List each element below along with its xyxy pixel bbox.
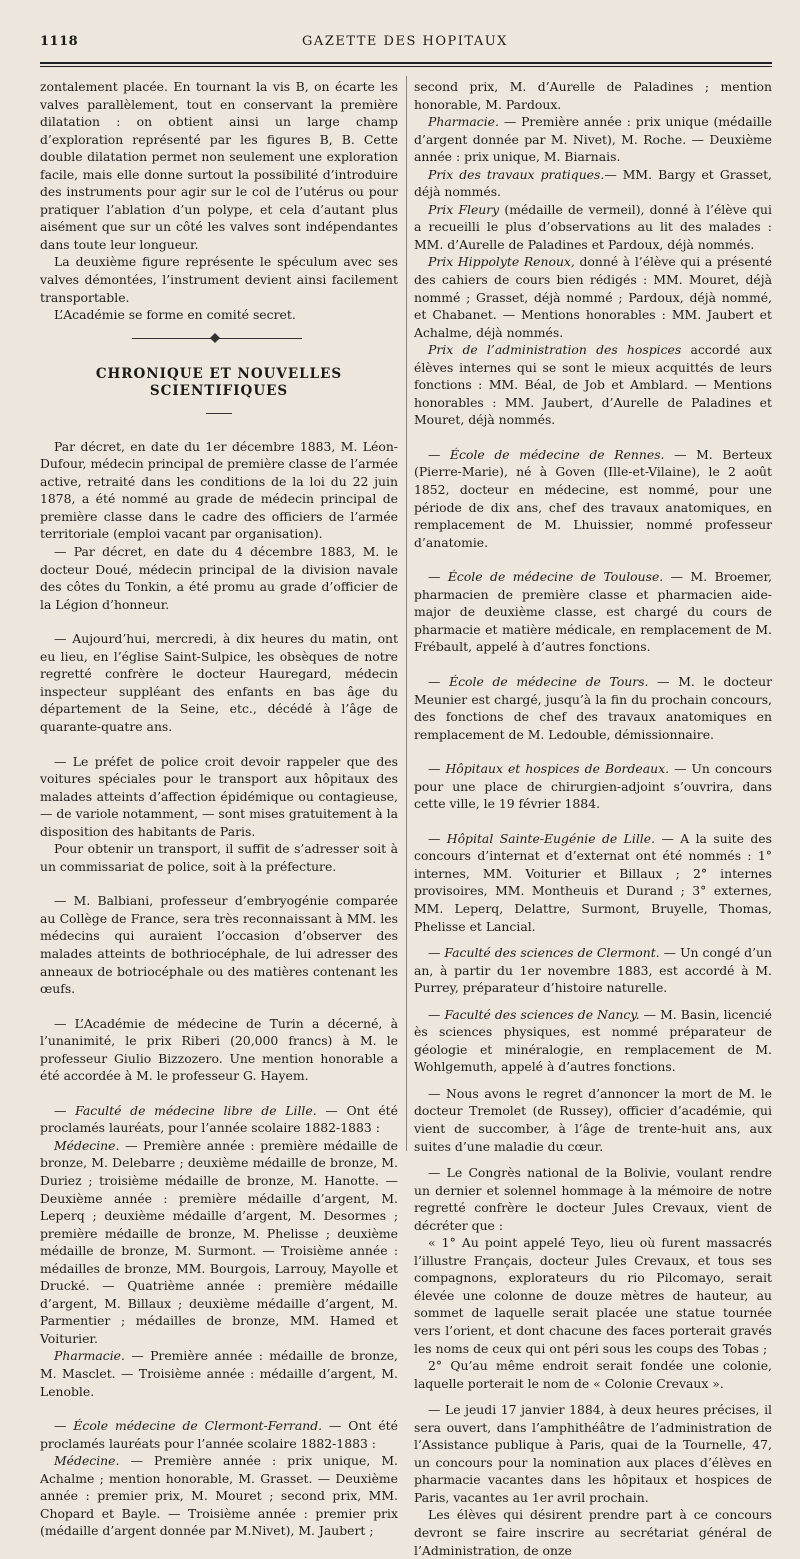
paragraph: [414, 201, 772, 254]
news-item: — Aujourd’hui, mercredi, à dix heures du matin, ont eu lieu, en l’église Saint-Sulpice, les obsèques de notre regretté confrère le docteur Hauregard, médecin inspecteur suppléant des enfants en bas âge du département de la Seine, etc., décédé à l’âge de quarante-quatre ans.: [40, 631, 398, 734]
news-item: — École médecine de Clermont-Ferrand. — Ont été proclamés lauréats pour l’année scolaire 1882-1883 :: [40, 1418, 398, 1451]
news-item: — École de médecine de Tours. — M. le docteur Meunier est chargé, jusqu’à la fin du prochain concours, des fonctions de chef des travaux anatomiques en remplacement de M. Ledouble, démissionnaire.: [414, 673, 772, 742]
paragraph: [414, 341, 772, 429]
item-heading: Hôpital Sainte-Eugénie de Lille.: [446, 830, 656, 846]
left-column: [40, 78, 398, 1540]
news-item: [40, 1137, 398, 1348]
news-item: — Hôpital Sainte-Eugénie de Lille. — A la suite des concours d’internat et d’externat ont été nommés : 1° internes, MM. Voiturier et Billaux ; 2° internes provisoires, MM. Montheuis et Durand ; 3° externes, MM. Leperq, Delattre, Surmont, Bruyelle, Thomas, Phelisse et Lancial.: [414, 830, 772, 934]
paragraph: L’Académie se forme en comité secret.: [54, 307, 296, 323]
news-item: — Hôpitaux et hospices de Bordeaux. — Un concours pour une place de chirurgien-adjoint s’ouvrira, dans cette ville, le 19 février 1884.: [414, 761, 772, 812]
item-label: Prix Hippolyte Renoux,: [428, 254, 575, 270]
item-text: — M. Berteux (Pierre-Marie), né à Goven (Ille-et-Vilaine), le 2 août 1852, docteur en médecine, est nommé, pour une période de dix ans, chef des travaux anatomiques, en remplacement de M. Lhuissier, nommé professeur d’anatomie.: [414, 446, 772, 550]
news-item: Pour obtenir un transport, il suffit de s’adresser soit à un commissariat de police, soit à la préfecture.: [40, 841, 398, 874]
item-text: — Première année : prix unique, M. Achalme ; mention honorable, M. Grasset. — Deuxième année : premier prix, M. Mouret ; second prix, MM. Chopard et Bayle. — Troisième année : premier prix (médaille d’argent donnée par M.Nivet), M. Jaubert ;: [40, 1453, 398, 1539]
paragraph: [414, 113, 772, 166]
news-item: — M. Balbiani, professeur d’embryogénie comparée au Collège de France, sera très reconnaissant à MM. les médecins qui auraient l’occasion d’observer des malades atteints de bothriocéphale, de lui adresser des anneaux de botriocéphale ou des matières contenant les œufs.: [40, 893, 398, 997]
news-item: — Faculté des sciences de Clermont. — Un congé d’un an, à partir du 1er novembre 1883, est accordé à M. Purrey, préparateur d’histoire naturelle.: [414, 945, 772, 996]
item-heading: École de médecine de Toulouse.: [447, 569, 664, 585]
item-text: — M. Broemer, pharmacien de première classe et pharmacien aide-major de deuxième classe, est chargé du cours de pharmacie et matière médicale, en remplacement de M. Frébault, appelé à d’autres fonctions.: [414, 569, 772, 655]
item-text: — M. Basin, licencié ès sciences physiques, est nommé préparateur de géologie et minéralogie, en remplacement de M. Wohlgemuth, appelé à d’autres fonctions.: [414, 1006, 772, 1075]
section-title: CHRONIQUE ET NOUVELLES SCIENTIFIQUES: [95, 365, 343, 400]
item-text: — Première année : première médaille de bronze, M. Delebarre ; deuxième médaille de bronze, M. Duriez ; troisième médaille de bronze, M. Hanotte. — Deuxième année : première médaille d’argent, M. Leperq ; deuxième médaille d’argent, M. Desormes ; première médaille de bronze, M. Phelisse ; deuxième médaille de bronze, M. Surmont. — Troisième année : médailles de bronze, MM. Bourgois, Larrouy, Mayolle et Drucké. — Quatrième année : première médaille d’argent, M. Billaux ; deuxième médaille d’argent, M. Parmentier ; médailles de bronze, MM. Hamed et Voiturier.: [40, 1137, 398, 1346]
item-text: — M. le docteur Meunier est chargé, jusqu’à la fin du prochain concours, des fonctions de chef des travaux anatomiques en remplacement de M. Ledouble, démissionnaire.: [414, 673, 772, 742]
section-ornament: [40, 324, 398, 352]
news-item: [40, 1347, 398, 1400]
item-heading: Hôpitaux et hospices de Bordeaux.: [445, 761, 670, 777]
item-heading: École de médecine de Tours.: [449, 673, 649, 689]
quoted-decree: 2° Qu’au même endroit serait fondée une colonie, laquelle porterait le nom de « Colonie Crevaux ».: [414, 1358, 772, 1391]
item-text: — Ont été proclamés lauréats pour l’année scolaire 1882-1883 :: [40, 1418, 398, 1451]
news-item: — École de médecine de Rennes. — M. Berteux (Pierre-Marie), né à Goven (Ille-et-Vilaine), le 2 août 1852, docteur en médecine, est nommé, pour une période de dix ans, chef des travaux anatomiques, en remplacement de M. Lhuissier, nommé professeur d’anatomie.: [414, 446, 772, 550]
page-header: [40, 34, 770, 58]
news-item: Les élèves qui désirent prendre part à ce concours devront se faire inscrire au secrétariat général de l’Administration, de onze: [414, 1507, 772, 1558]
header-rule-thin: [40, 66, 772, 67]
item-text: — Un congé d’un an, à partir du 1er novembre 1883, est accordé à M. Purrey, préparateur d’histoire naturelle.: [414, 945, 772, 996]
item-label: Prix de l’administration des hospices: [428, 342, 682, 358]
item-text: — Ont été proclamés lauréats, pour l’année scolaire 1882-1883 :: [40, 1102, 398, 1136]
item-label: Prix des travaux pratiques.: [428, 166, 605, 182]
paragraph: second prix, M. d’Aurelle de Paladines ; mention honorable, M. Pardoux.: [414, 79, 772, 112]
quoted-decree: « 1° Au point appelé Teyo, lieu où furent massacrés l’illustre Français, docteur Jules Crevaux, et tous ses compagnons, explorateurs du rio Pilcomayo, serait élevée une colonne de douze mètres de hauteur, au sommet de laquelle serait placée une statue tournée vers l’orient, et dont chacune des faces porterait gravés les noms de ceux qui ont péri sous les coups des Tobas ;: [414, 1235, 772, 1356]
news-item: Par décret, en date du 1er décembre 1883, M. Léon-Dufour, médecin principal de première classe de l’armée active, retraité dans les conditions de la loi du 22 juin 1878, a été nommé au grade de médecin principal de première classe dans le cadre des officiers de l’armée territoriale (emploi vacant par organisation).: [40, 438, 398, 542]
right-column: [414, 78, 772, 1559]
news-item: — Le préfet de police croit devoir rappeler que des voitures spéciales pour le transport aux hôpitaux des malades atteints d’affection épidémique ou contagieuse, — de variole notamment, — sont mises gratuitement à la disposition des habitants de Paris.: [40, 753, 398, 839]
page-number: 1118: [40, 34, 79, 49]
news-item: — Faculté des sciences de Nancy. — M. Basin, licencié ès sciences physiques, est nommé préparateur de géologie et minéralogie, en remplacement de M. Wohlgemuth, appelé à d’autres fonctions.: [414, 1006, 772, 1075]
news-item: — Faculté de médecine libre de Lille. — Ont été proclamés lauréats, pour l’année scolaire 1882-1883 :: [40, 1102, 398, 1136]
item-heading: Faculté des sciences de Clermont.: [444, 945, 660, 961]
item-text: — MM. Bargy et Grasset, déjà nommés.: [414, 166, 772, 200]
item-heading: Faculté de médecine libre de Lille.: [75, 1102, 317, 1118]
news-item: — Nous avons le regret d’annoncer la mort de M. le docteur Tremolet (de Russey), officier d’académie, qui vient de succomber, à l’âge de trente-huit ans, aux suites d’une maladie du cœur.: [414, 1085, 772, 1154]
news-item: [40, 1452, 398, 1540]
item-label: Médecine.: [54, 1453, 120, 1469]
item-text: — A la suite des concours d’internat et d’externat ont été nommés : 1° internes, MM. Voiturier et Billaux ; 2° internes provisoires, MM. Montheuis et Durand ; 3° externes, MM. Leperq, Delattre, Surmont, Bruyelle, Thomas, Phelisse et Lancial.: [414, 830, 772, 934]
paragraph: [414, 166, 772, 201]
item-text: — Première année : prix unique (médaille d’argent donnée par M. Nivet), M. Roche. — Deuxième année : prix unique, M. Biarnais.: [414, 114, 772, 165]
paragraph: zontalement placée. En tournant la vis B, on écarte les valves parallèlement, tout en conservant la première dilatation : on obtient ainsi un large champ d’exploration représenté par les figures B, B. Cette double dilatation permet non seulement une exploration facile, mais elle donne surtout la possibilité d’introduire des instruments pour agir sur le col de l’utérus ou pour pratiquer l’ablation d’un polype, et cela d’autant plus aisément que sur un côté les valves sont indépendantes dans toute leur longueur.: [40, 79, 398, 252]
item-text: donné à l’élève qui a présenté des cahiers de cours bien rédigés : MM. Mouret, déjà nommé ; Grasset, déjà nommé ; Pardoux, déjà nommé, et Chabanet. — Mentions honorables : MM. Jaubert et Achalme, déjà nommés.: [414, 254, 773, 340]
journal-title: GAZETTE DES HOPITAUX: [302, 34, 508, 49]
news-item: — École de médecine de Toulouse. — M. Broemer, pharmacien de première classe et pharmacien aide-major de deuxième classe, est chargé du cours de pharmacie et matière médicale, en remplacement de M. Frébault, appelé à d’autres fonctions.: [414, 569, 772, 655]
item-heading: École médecine de Clermont-Ferrand.: [73, 1418, 323, 1434]
item-heading: École de médecine de Rennes.: [450, 446, 665, 462]
diamond-ornament-icon: [210, 333, 220, 343]
item-text: (médaille de vermeil), donné à l’élève qui a recueilli le plus d’observations au lit des malades : MM. d’Aurelle de Paladines et Pardoux, déjà nommés.: [414, 201, 772, 252]
item-label: Pharmacie.: [54, 1348, 125, 1364]
item-label: Médecine.: [54, 1137, 120, 1153]
column-divider: [406, 76, 407, 1151]
item-text: — Première année : médaille de bronze, M. Masclet. — Troisième année : médaille d’argent, M. Lenoble.: [40, 1348, 398, 1399]
news-item: — L’Académie de médecine de Turin a décerné, à l’unanimité, le prix Riberi (20,000 francs) à M. le professeur Giulio Bizzozero. Une mention honorable a été accordée à M. le professeur G. Hayem.: [40, 1015, 398, 1084]
news-item: — Le jeudi 17 janvier 1884, à deux heures précises, il sera ouvert, dans l’amphithéâtre de l’administration de l’Assistance publique à Paris, quai de la Tournelle, 47, un concours pour la nomination aux places d’élèves en pharmacie vacantes dans les hôpitaux et hospices de Paris, vacantes au 1er avril prochain.: [414, 1402, 772, 1505]
item-text: — Un concours pour une place de chirurgien-adjoint s’ouvrira, dans cette ville, le 19 février 1884.: [414, 761, 772, 812]
item-heading: Faculté des sciences de Nancy.: [444, 1006, 640, 1022]
item-label: Prix Fleury: [428, 201, 500, 217]
news-item: — Par décret, en date du 4 décembre 1883, M. le docteur Doué, médecin principal de la division navale des côtes du Tonkin, a été promu au grade d’officier de la Légion d’honneur.: [40, 544, 398, 612]
item-text: accordé aux élèves internes qui se sont le mieux acquittés de leurs fonctions : MM. Béal, de Job et Amblard. — Mentions honorables : MM. Jaubert, d’Aurelle de Paladines et Mouret, déjà nommés.: [414, 342, 772, 428]
item-label: Pharmacie.: [428, 114, 499, 130]
paragraph: La deuxième figure représente le spéculum avec ses valves démontées, l’instrument devient ainsi facilement transportable.: [40, 254, 398, 305]
title-rule: [206, 413, 232, 414]
header-rule-thick: [40, 62, 772, 64]
news-item: — Le Congrès national de la Bolivie, voulant rendre un dernier et solennel hommage à la mémoire de notre regretté confrère le docteur Jules Crevaux, vient de décréter que :: [414, 1165, 772, 1233]
paragraph: [414, 253, 772, 341]
